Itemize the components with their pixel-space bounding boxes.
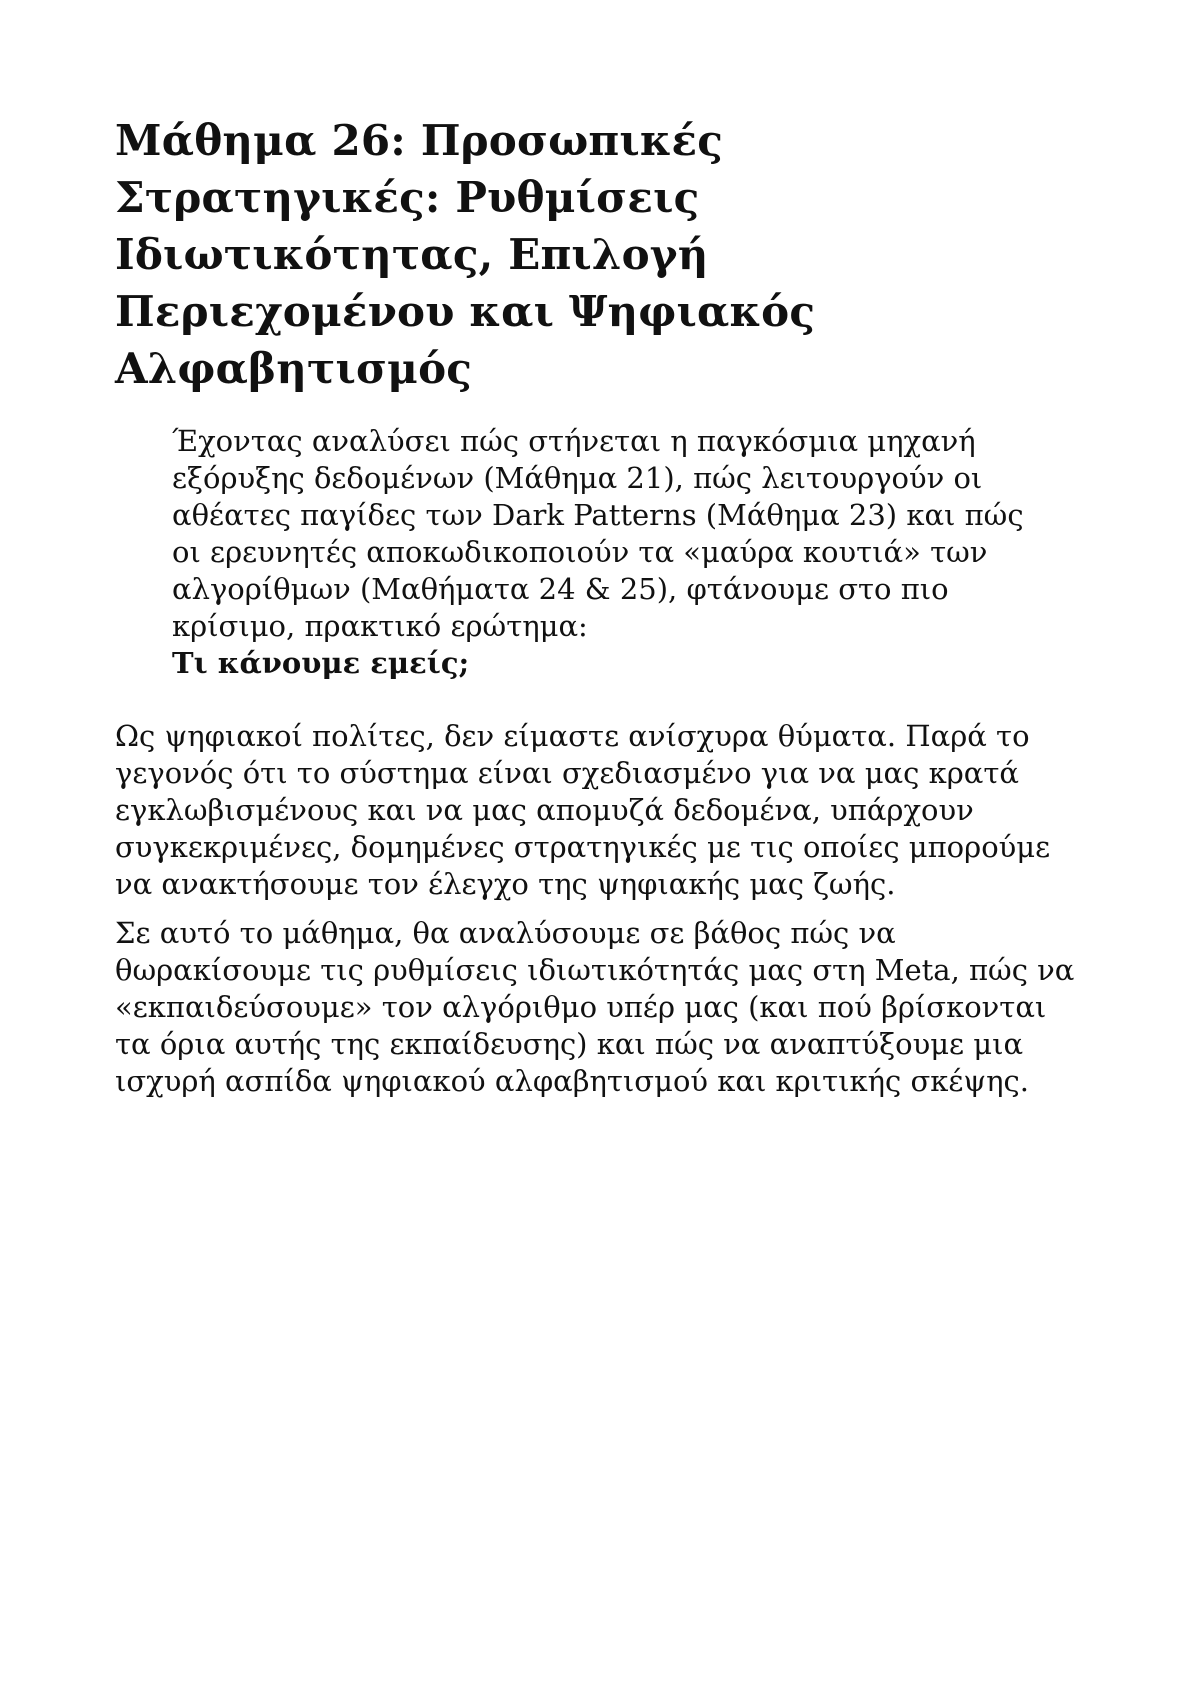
intro-block xyxy=(172,423,1032,682)
intro-text: Έχοντας αναλύσει πώς στήνεται η παγκόσμια μηχανή εξόρυξης δεδομένων (Μάθημα 21), πώς λειτουργούν οι αθέατες παγίδες των Dark Patterns (Μάθημα 23) και πώς οι ερευνητές αποκωδικοποιούν τα «μαύρα κουτιά» των αλγορίθμων (Μαθήματα 24 & 25), φτάνουμε στο πιο κρίσιμο, πρακτικό ερώτημα: xyxy=(172,424,1024,643)
body-paragraph-1: Ως ψηφιακοί πολίτες, δεν είμαστε ανίσχυρα θύματα. Παρά το γεγονός ότι το σύστημα είναι σχεδιασμένο για να μας κρατά εγκλωβισμένους και να μας απομυζά δεδομένα, υπάρχουν συγκεκριμένες, δομημένες στρατηγικές με τις οποίες μπορούμε να ανακτήσουμε τον έλεγχο της ψηφιακής μας ζωής. xyxy=(115,719,1051,901)
body-paragraph-2: Σε αυτό το μάθημα, θα αναλύσουμε σε βάθος πώς να θωρακίσουμε τις ρυθμίσεις ιδιωτικότητάς μας στη Meta, πώς να «εκπαιδεύσουμε» τον αλγόριθμο υπέρ μας (και πού βρίσκονται τα όρια αυτής της εκπαίδευσης) και πώς να αναπτύξουμε μια ισχυρή ασπίδα ψηφιακού αλφαβητισμού και κριτικής σκέψης. xyxy=(115,916,1075,1098)
intro-question: Τι κάνουμε εμείς; xyxy=(172,646,470,680)
page-title: Μάθημα 26: Προσωπικές Στρατηγικές: Ρυθμίσεις Ιδιωτικότητας, Επιλογή Περιεχομένου και Ψηφιακός Αλφαβητισμός xyxy=(115,116,816,393)
